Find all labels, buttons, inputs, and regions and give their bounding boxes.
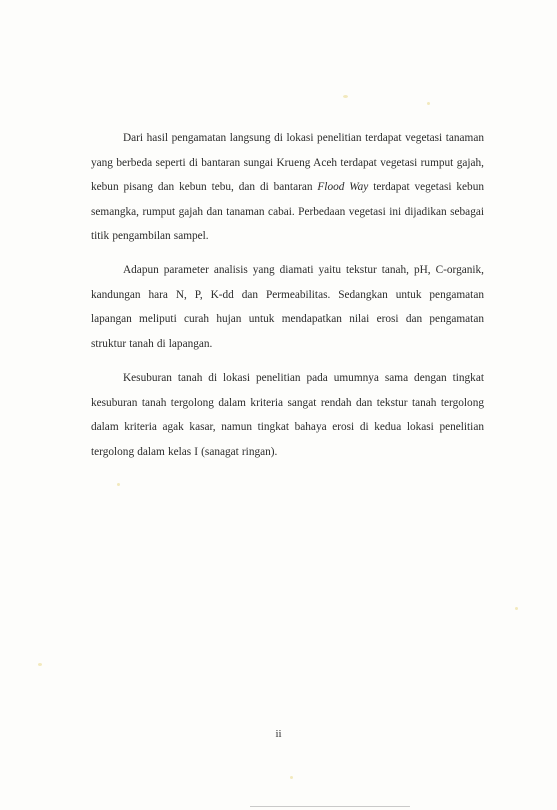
paragraph-1-part-3: terdapat vegetasi kebun semangka, rumput gajah dan tanaman cabai. Perbedaan vegetasi ini dijadikan sebagai titik pengambilan sampel. [91,181,484,242]
page-number: ii [275,728,282,740]
paper-speck [117,483,120,486]
paragraph-text [91,126,484,249]
paper-speck [515,607,518,610]
paragraph-1-italic-term: Flood Way [317,181,369,193]
paragraph-1-part-1: Dari hasil pengamatan langsung di lokasi penelitian terdapat vegetasi tanaman yang berbeda seperti di bantaran sungai Krueng Aceh terdapat vegetasi rumput gajah, kebun pisang dan kebun tebu, dan di bantaran [91,132,484,193]
paper-speck [343,95,348,98]
scan-edge-line [250,806,410,807]
paragraph-text [91,366,484,464]
paragraph-text [91,258,484,356]
paragraph-3 [91,366,484,464]
paragraph-1 [91,126,484,249]
paper-speck [290,776,293,779]
paragraph-2-part-1: Adapun parameter analisis yang diamati yaitu tekstur tanah, pH, C-organik, kandungan hara N, P, K-dd dan Permeabilitas. Sedangkan untuk pengamatan lapangan meliputi curah hujan untuk mendapatkan nilai erosi dan pengamatan struktur tanah di lapangan. [91,264,484,350]
paragraph-3-part-1: Kesuburan tanah di lokasi penelitian pada umumnya sama dengan tingkat kesuburan tanah tergolong dalam kriteria sangat rendah dan tekstur tanah tergolong dalam kriteria agak kasar, namun tingkat bahaya erosi di kedua lokasi penelitian tergolong dalam kelas I (sanagat ringan). [91,372,484,458]
paper-speck [38,663,42,666]
paper-speck [427,102,430,105]
paragraph-2 [91,258,484,356]
